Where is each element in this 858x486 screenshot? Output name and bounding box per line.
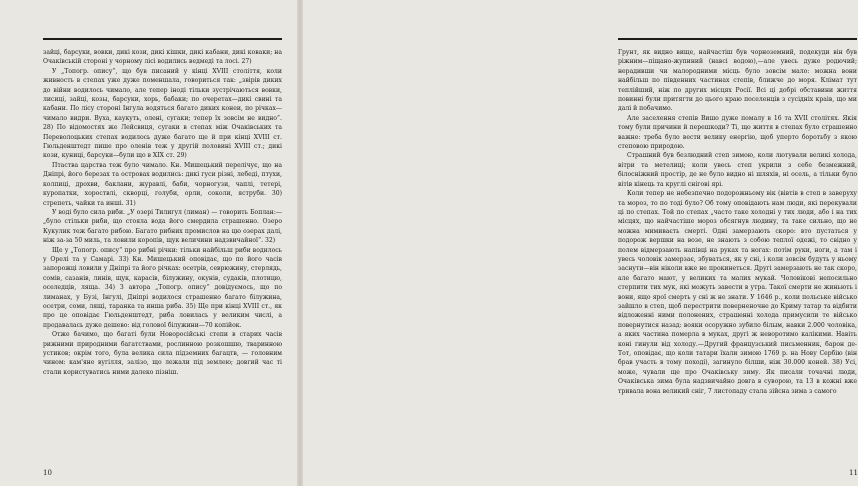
top-rule — [43, 38, 282, 40]
paragraph: Але заселення степів Вишо дуже помалу в 16 та XVII столітях. Якія тому були причини й перешкоди? Ті, що життя в степах було страшенно важне: треба було вести велику енергію, щоб уперто боротьбу з якою степовою природою. — [618, 114, 857, 151]
paragraph: Птаства царства теж було чимало. Кн. Мишецький перелічує, що на Дніпрі, його березах та островах водились: дикі гуси різні, лебеді, птухи, колпиці, дрохви, баклани, журавлі, баби, чорногузи, чаплі, тетері, куропатки, хороствлі, скворці, голуби, орли, соколи, яструби. 30) стрепеть, чайки та инші. 31) — [43, 161, 282, 207]
right-page — [300, 0, 858, 486]
text-column — [618, 48, 857, 458]
page-number: 10 — [43, 469, 52, 477]
paragraph: Страшний був безлюдний степ зимою, коли лютували великі холода, вітри та метелиці; коли увесь степ укрили з себе безмежний, білосніжний простір, де не було видно ні шляхів, ні осель, а тільки було вітів кінець та круглі снігові ярі. — [618, 152, 857, 188]
text-column — [43, 48, 282, 458]
top-rule — [618, 38, 857, 40]
paragraph: Отже бачимо, що багаті були Новоросійські степи в старих часів рижними природними багатствами, рослинною розкошшю, тваринною устиков; окрім того, була велика сила підземних багацтв, — головним чином: кам'яне вугілля, залізо, що лежали під землею; довгий час ті стали користуватись ними далеко пізніш. — [43, 331, 282, 376]
paragraph: Коли тепер не небезпечно подорожньому вік (вівтів в степ в заверуху та мороз, то по тоді було? Об тому оповідають нам люди, які перекували ці по степах. Той по степах „часто таке холодні у тих люди, або і на тих місцях, що найчастіше мороз обсягнув людину, та таке сильно, що не можна мимиваєть смерті. Одні замерзають скоро: вто пустаться у подорож вершки на возе, не знають з собою теплої одежі, то свідно у полем відмерзають напівці на руках та ногах: потім руки, ноги, а там і увесь чоловік замерзає, збуваться, як у сні, і коли зовсім будуть у ньому заснути—він ніколи вже не прокинеться. Другі замерзають не так скоро, але багато мают, у великих та малих мукай. Чоловікові непосильно стерпити тих мук, які можуть завести в утра. Такої смерти не жиньють і вони, ящо ярої смерть у сні ж не знати. У 1646 р., коли польське військо зайшло в степ, щоб перестрити поверненочне до Криму татар та відбити відложенні ними полонених, страшенні холода примусили те військо повернутися назад: вояки осоружно зубило білым, навки 2.000 чоловіка, а яких частина померла в муках, другі ж неворотимо калікими. Навіть коні гинули від холоду.—Другий французський письменник, барон де-Тот, оповідає, що коли татари їхали зимою 1769 р. на Нову Сербію (він брав участь в тому поході), загинуло білши, ніж 30.000 коней. 38) Усі, може, чували ще про Очаківську зиму. Як писали точачні люди, Очаківська зима була надзвичайно довга в суворою, та 13 в кожні вже тривала вона великий сніг, 7 листопаду стала зійсна зима з самого — [618, 190, 857, 395]
page-number: 11 — [849, 469, 858, 477]
left-page — [0, 0, 300, 486]
paragraph: Грунт, як видно вище, найчастіш був чорноземний, подекуди він був ріжним—піщано-жупиний (навсі водою),—але увесь дуже родючий; нерадивши чи малородними місць було зовсім мало: можна вони найбільш по південних частинах степів, ближче до моря. Клімат тут теплійший, ніж по других місцях Росії. Всі ці добрі обставини життя повинні були притягти до цього краю поселенців з сусідніх краів, що ми далі й побачимо. — [618, 49, 857, 113]
paragraph: У воді було сила риби. „У озері Тилигул (лиман) — говорить Боплан:—„було стільки риби, що стояла вода його смердила страшенно. Озеро Кукулик теж багато рибою. Багато рибних промислов на цю озерах далі, ніж за-за 50 миль, та ловили коропів, щук величини надзвичайної“. 32) — [43, 208, 282, 245]
paragraph: зайці, барсуки, вовки, дикі кози, дикі кішки, дикі кабани, дикі коваки; на Очаківській стороні у чорному лісі водились ведмеді та лосі. 27) — [43, 49, 282, 66]
paragraph: Ще у „Топогр. опису“ про рибні річки: тільки найбільш риби водилось у Орелі та у Самарі. 33) Кн. Мишецький оповідає, що по його часів запорожці ловили у Дніпрі та його річках: осетрів, севрюжину, стерлядь, сомів, сазанів, линів, щук, карасів, білужину, окунів, судаків, плотицю, оселедців, ляща. 34) З автора „Топогр. опису“ довідуємось, що по лиманах, у Бузі, Інгулі, Дніпрі водилося страшенно багато білужина, осетри, соми, лящі, таранка та инша риба. 35) Ще при кінці XVIII ст., як про це оповідає Гюльденштедт, риба ловилась у великим числі, а продавалась дуже дешево: від голової білужини—70 копійок. — [43, 246, 282, 329]
paragraph: У „Топогр. опису“, що був писаний у кінці XVIII століття, коли живность в степах уже дуже поменшала, говориться так: „звірів диких до війни водилось чимало, але тепер іноді тільки зустрічаються вовки, лисиці, зайці, козы, барсуки, хорь, бабаки; по очеретах—дикі свині та кабани. По лісу стороні Інгула водяться багато диких конеи, по річках—чимало видри. Вуха, каукуть, олені, сугаки; тепер їх зовсім не видно“. 28) По відомостях же Лейсвиця, сугаки в степах між Очаківських та Переволоцьких степах водилось дуже багато ще й при кінці XVIII ст. Гюльденштедт пише про оленів теж у другій половині XVIII ст.; дикі кози, куниці, барсуки—були що в XIX ст. 29) — [43, 67, 282, 160]
